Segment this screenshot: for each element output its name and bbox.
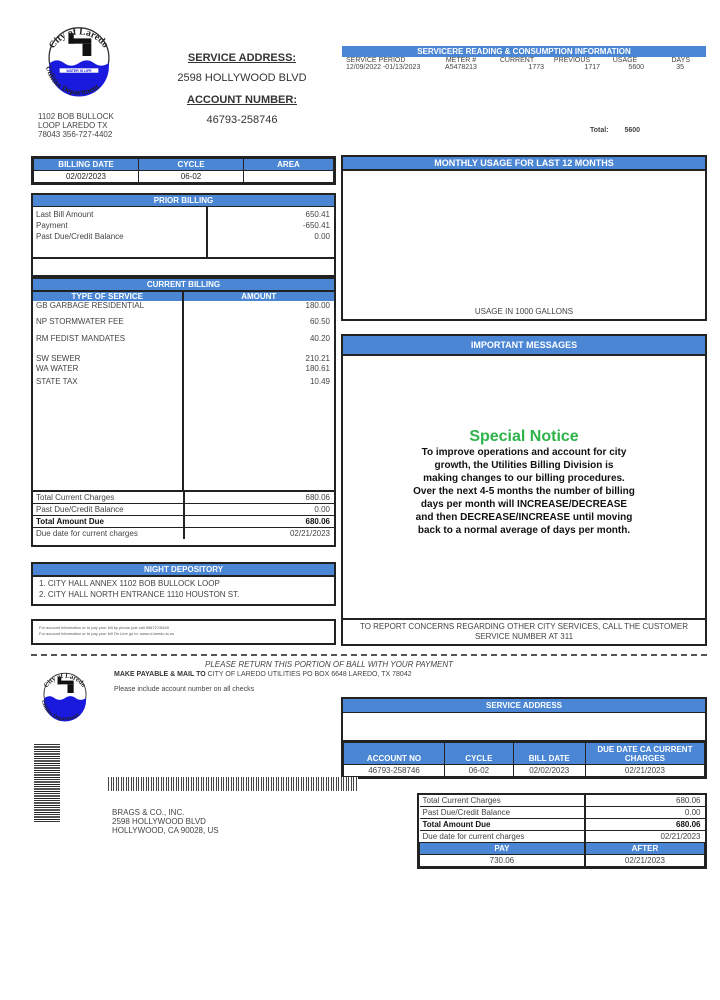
- account-no-header: ACCOUNT NO: [344, 743, 445, 765]
- after-value: 02/21/2023: [585, 855, 705, 867]
- night-depository-title: NIGHT DEPOSITORY: [33, 564, 334, 577]
- special-notice-body: [343, 446, 705, 537]
- service-item-value: 180.61: [305, 364, 330, 373]
- total-amount-due-value: 680.06: [184, 516, 335, 528]
- summary-label: Total Current Charges: [420, 795, 585, 807]
- mailing-address-line: BRAGS & CO., INC.: [112, 808, 185, 817]
- water-faucet-logo-icon: [34, 662, 96, 724]
- notice-line: days per month will INCREASE/DECREASE: [420, 499, 628, 510]
- remittance-logo: [34, 662, 96, 724]
- bill-date-header: BILL DATE: [513, 743, 585, 765]
- online-info: For account information or to pay your bill On Line go to: www.ci.laredo.tx.us: [39, 631, 175, 636]
- pay-value: 730.06: [420, 855, 585, 867]
- remittance-summary: [417, 793, 707, 869]
- summary-row: [420, 831, 705, 843]
- account-number-label: ACCOUNT NUMBER:: [187, 94, 297, 106]
- phone-info: For account information or to pay your bill by phone just call 956727/6400: [39, 625, 170, 630]
- payment-label: Payment: [36, 221, 68, 230]
- prior-billing-values: [208, 207, 334, 257]
- mailing-address-line: HOLLYWOOD, CA 90028, US: [112, 826, 219, 835]
- due-date-value: 02/21/2023: [585, 765, 704, 777]
- remittance-service-address-title: SERVICE ADDRESS: [343, 699, 705, 713]
- important-messages-title: IMPORTANT MESSAGES: [343, 336, 705, 356]
- svg-text:City of Laredo: City of Laredo: [42, 672, 87, 690]
- total-value: 5600: [624, 127, 641, 134]
- consumption-total: [590, 127, 640, 134]
- summary-label: Past Due/Credit Balance: [33, 504, 184, 516]
- after-header: AFTER: [585, 843, 705, 855]
- col-usage: USAGE: [612, 57, 638, 64]
- bill-date-value: 02/02/2023: [513, 765, 585, 777]
- remittance-service-address-value: [343, 713, 705, 742]
- svg-text:City of Laredo: City of Laredo: [46, 26, 111, 51]
- notice-line: and then DECREASE/INCREASE until moving: [415, 512, 633, 523]
- tear-off-line: [31, 654, 707, 656]
- service-type-column: [33, 292, 184, 490]
- service-item-label: WA WATER: [36, 364, 79, 373]
- prior-billing-labels: [33, 207, 208, 257]
- service-item-value: 210.21: [305, 354, 330, 363]
- summary-value: 680.06: [184, 491, 335, 504]
- summary-value: 680.06: [585, 795, 705, 807]
- summary-label: Due date for current charges: [420, 831, 585, 843]
- col-days: DAYS: [671, 57, 690, 64]
- current-billing-summary: [33, 490, 334, 539]
- total-label: Total:: [590, 127, 609, 134]
- postal-barcode-icon: [108, 777, 358, 791]
- usage-units-label: USAGE IN 1000 GALLONS: [474, 307, 574, 316]
- special-notice-title: Special Notice: [469, 428, 579, 445]
- city-logo: [34, 12, 124, 100]
- city-address: [38, 112, 114, 139]
- mailing-address-line: 2598 HOLLYWOOD BLVD: [112, 817, 206, 826]
- cell-meter: A5478213: [445, 64, 477, 71]
- col-current: CURRENT: [499, 57, 535, 64]
- pay-header: PAY: [420, 843, 585, 855]
- night-depository-list: [33, 577, 334, 601]
- due-date-header: DUE DATE CA CURRENT CHARGES: [585, 743, 704, 765]
- notice-line: To improve operations and account for city: [421, 447, 627, 458]
- notice-line: making changes to our billing procedures.: [423, 473, 625, 484]
- total-amount-due-label: Total Amount Due: [420, 819, 585, 831]
- summary-value: 0.00: [184, 504, 335, 516]
- monthly-usage-chart: [341, 155, 707, 321]
- notice-line: Over the next 4-5 months the number of billing: [413, 486, 635, 497]
- vertical-barcode-icon: [34, 744, 60, 822]
- make-payable-label: MAKE PAYABLE & MAIL TO: [114, 671, 206, 678]
- mailing-address: [112, 808, 219, 835]
- col-service-period: SERVICE PERIOD: [346, 57, 406, 64]
- last-bill-value: 650.41: [305, 210, 330, 219]
- consumption-info: [342, 46, 706, 71]
- billing-date-value: 02/02/2023: [34, 171, 139, 183]
- account-info-note: [31, 619, 336, 645]
- amount-column: [184, 292, 335, 490]
- svg-text:Utilities Department: Utilities Department: [43, 64, 101, 97]
- cell-usage: 5600: [628, 64, 644, 71]
- total-amount-due-label: Total Amount Due: [33, 516, 184, 528]
- important-messages: [341, 334, 707, 646]
- include-account-note: Please include account number on all checks: [114, 686, 255, 693]
- summary-label: Due date for current charges: [33, 528, 184, 540]
- monthly-usage-title: MONTHLY USAGE FOR LAST 12 MONTHS: [343, 157, 705, 171]
- current-billing-items: [33, 292, 334, 490]
- service-item-value: 180.00: [305, 301, 330, 310]
- cell-service-period: 12/09/2022 -01/13/2023: [346, 64, 421, 71]
- service-item-label: GB GARBAGE RESIDENTIAL: [36, 301, 145, 310]
- summary-value: 02/21/2023: [289, 529, 330, 538]
- summary-label: Past Due/Credit Balance: [420, 807, 585, 819]
- consumption-title: SERVICERE READING & CONSUMPTION INFORMATION: [342, 46, 706, 57]
- city-address-line: 1102 BOB BULLOCK: [38, 112, 114, 121]
- account-no-value: 46793-258746: [344, 765, 445, 777]
- service-address-value: 2598 HOLLYWOOD BLVD: [177, 72, 307, 84]
- type-of-service-header: TYPE OF SERVICE: [33, 292, 182, 301]
- special-notice: [343, 428, 705, 537]
- report-concerns-note: TO REPORT CONCERNS REGARDING OTHER CITY SERVICES, CALL THE CUSTOMER SERVICE NUMBER AT 311: [343, 618, 705, 644]
- past-due-value: 0.00: [314, 232, 330, 241]
- service-item-label: NP STORMWATER FEE: [36, 317, 124, 326]
- service-item-value: 10.49: [309, 377, 330, 386]
- summary-row: [33, 528, 334, 540]
- col-meter: METER #: [445, 57, 477, 64]
- billing-date-header: BILLING DATE: [34, 159, 139, 171]
- notice-line: growth, the Utilities Billing Division is: [434, 460, 614, 471]
- prior-billing: [31, 193, 336, 277]
- summary-value: 0.00: [585, 807, 705, 819]
- return-portion-note: PLEASE RETURN THIS PORTION OF BALL WITH YOUR PAYMENT: [205, 660, 454, 669]
- depository-location: 2. CITY HALL NORTH ENTRANCE 1110 HOUSTON ST.: [39, 590, 240, 599]
- service-item-value: 60.50: [309, 317, 330, 326]
- service-item-label: STATE TAX: [36, 377, 78, 386]
- summary-row: [33, 504, 334, 516]
- area-header: AREA: [244, 159, 334, 171]
- amount-list: [184, 301, 335, 387]
- service-item-label: RM FEDIST MANDATES: [36, 334, 126, 343]
- summary-row-total: [33, 516, 334, 528]
- cell-previous: 1717: [584, 64, 600, 71]
- prior-billing-body: [33, 207, 334, 259]
- remittance-account-table: [341, 697, 707, 779]
- prior-billing-title: PRIOR BILLING: [33, 195, 334, 207]
- account-number-value: 46793-258746: [206, 114, 278, 126]
- city-address-line: LOOP LAREDO TX: [38, 121, 108, 130]
- depository-location: 1. CITY HALL ANNEX 1102 BOB BULLOCK LOOP: [39, 579, 220, 588]
- cell-current: 1773: [528, 64, 544, 71]
- service-address-label: SERVICE ADDRESS:: [187, 52, 297, 64]
- cell-days: 35: [676, 64, 684, 71]
- consumption-row: [342, 64, 706, 71]
- area-value: [244, 171, 334, 183]
- summary-row-total: [420, 819, 705, 831]
- billing-info-table: [31, 156, 336, 185]
- col-previous: PREVIOUS: [553, 57, 591, 64]
- service-item-label: SW SEWER: [36, 354, 81, 363]
- city-address-line: 78043 356-727-4402: [38, 130, 113, 139]
- cycle-value: 06-02: [445, 765, 514, 777]
- past-due-label: Past Due/Credit Balance: [36, 232, 124, 241]
- service-type-list: [33, 301, 182, 387]
- amount-header: AMOUNT: [184, 292, 335, 301]
- summary-row: [420, 795, 705, 807]
- current-billing-title: CURRENT BILLING: [33, 279, 334, 292]
- summary-row: [33, 491, 334, 504]
- cycle-value: 06-02: [139, 171, 244, 183]
- service-item-value: 40.20: [309, 334, 330, 343]
- consumption-columns: [342, 57, 706, 64]
- payment-value: -650.41: [302, 221, 330, 230]
- svg-text:WATER IS LIFE: WATER IS LIFE: [66, 68, 92, 73]
- make-payable-address: CITY OF LAREDO UTILITIES PO BOX 6648 LAREDO, TX 78042: [207, 671, 412, 678]
- night-depository: [31, 562, 336, 606]
- cycle-header: CYCLE: [139, 159, 244, 171]
- cycle-header: CYCLE: [445, 743, 514, 765]
- svg-text:Utilities Department: Utilities Department: [39, 699, 81, 723]
- summary-label: Total Current Charges: [33, 491, 184, 504]
- notice-line: back to a normal average of days per month.: [417, 525, 631, 536]
- make-payable-line: [114, 671, 412, 678]
- water-faucet-logo-icon: [34, 12, 124, 100]
- total-amount-due-value: 680.06: [585, 819, 705, 831]
- summary-row: [420, 807, 705, 819]
- summary-value: 02/21/2023: [585, 831, 705, 843]
- current-billing: [31, 277, 336, 547]
- last-bill-label: Last Bill Amount: [36, 210, 94, 219]
